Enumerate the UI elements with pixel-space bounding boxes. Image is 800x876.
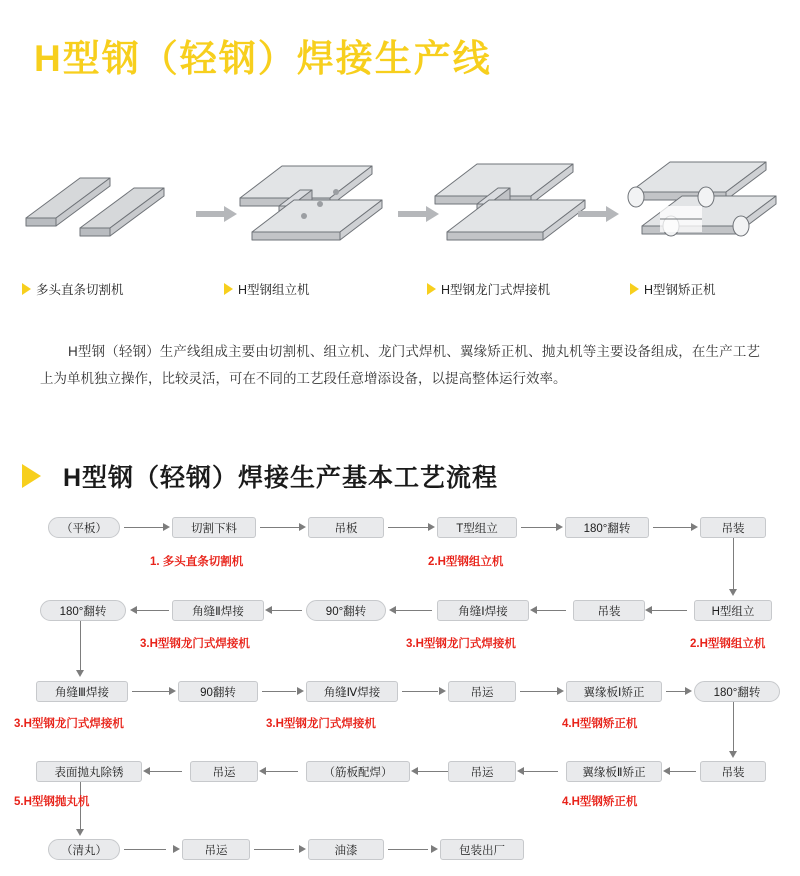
stage-caption-1 — [22, 280, 124, 298]
flow-node: 吊装 — [700, 517, 766, 538]
flow-node: 翼缘板Ⅰ矫正 — [566, 681, 662, 702]
flow-node: 180°翻转 — [40, 600, 126, 621]
flow-node: （清丸） — [48, 839, 120, 860]
arrow-right-icon — [163, 523, 170, 531]
flow-connector — [653, 527, 692, 528]
stage-caption-4-label: H型钢矫正机 — [644, 283, 716, 297]
arrow-right-icon — [299, 845, 306, 853]
arrow-right-icon — [297, 687, 304, 695]
flow-node: 表面抛丸除锈 — [36, 761, 142, 782]
flow-note: 3.H型钢龙门式焊接机 — [140, 638, 250, 650]
flow-connector — [262, 691, 296, 692]
flow-connector — [521, 527, 557, 528]
flow-node: 吊运 — [190, 761, 258, 782]
arrow-down-icon — [76, 670, 84, 677]
flow-node: 90翻转 — [178, 681, 258, 702]
flow-node: 包装出厂 — [440, 839, 524, 860]
flow-connector — [524, 771, 558, 772]
flow-node: 吊运 — [448, 761, 516, 782]
arrow-left-icon — [143, 767, 150, 775]
flow-node: 角缝Ⅱ焊接 — [172, 600, 264, 621]
section-heading-label: H型钢（轻钢）焊接生产基本工艺流程 — [63, 464, 499, 492]
flow-node: 角缝Ⅲ焊接 — [36, 681, 128, 702]
flow-connector — [418, 771, 448, 772]
flow-connector — [733, 538, 734, 590]
flow-connector — [537, 610, 566, 611]
flow-connector — [80, 621, 81, 671]
arrow-left-icon — [411, 767, 418, 775]
section-heading — [22, 458, 498, 494]
flow-node: 吊运 — [448, 681, 516, 702]
flow-node: H型组立 — [694, 600, 772, 621]
stage-caption-1-label: 多头直条切割机 — [36, 283, 124, 297]
flow-node: 吊装 — [573, 600, 645, 621]
arrow-right-icon — [685, 687, 692, 695]
flow-connector — [124, 849, 166, 850]
flow-note: 3.H型钢龙门式焊接机 — [14, 718, 124, 730]
stage-caption-3 — [427, 280, 550, 298]
flow-node: 翼缘板Ⅱ矫正 — [566, 761, 662, 782]
flow-connector — [652, 610, 687, 611]
process-illustration — [0, 140, 800, 305]
flow-connector — [150, 771, 182, 772]
flow-node: （平板） — [48, 517, 120, 538]
flow-node: 吊装 — [700, 761, 766, 782]
flow-connector — [402, 691, 438, 692]
flow-connector — [670, 771, 696, 772]
arrow-left-icon — [663, 767, 670, 775]
flow-connector — [520, 691, 558, 692]
arrow-right-icon — [556, 523, 563, 531]
arrow-left-icon — [645, 606, 652, 614]
steel-plates-icon — [18, 140, 193, 255]
arrow-right-icon — [557, 687, 564, 695]
flow-node: 角缝Ⅳ焊接 — [306, 681, 398, 702]
arrow-left-icon — [517, 767, 524, 775]
arrow-down-icon — [76, 829, 84, 836]
flow-connector — [396, 610, 432, 611]
h-beam-welded-icon — [425, 140, 600, 255]
arrow-right-icon — [439, 687, 446, 695]
flow-node: 切割下料 — [172, 517, 256, 538]
h-beam-assembly-icon — [222, 140, 397, 255]
stage-caption-4 — [630, 280, 716, 298]
flow-node: 吊运 — [182, 839, 250, 860]
arrow-left-icon — [389, 606, 396, 614]
triangle-marker-icon — [224, 283, 233, 295]
flow-note: 3.H型钢龙门式焊接机 — [406, 638, 516, 650]
flow-connector — [272, 610, 302, 611]
flow-connector — [137, 610, 169, 611]
arrow-right-icon — [431, 845, 438, 853]
flow-connector — [266, 771, 298, 772]
flow-connector — [132, 691, 170, 692]
arrow-left-icon — [130, 606, 137, 614]
arrow-right-icon — [578, 205, 620, 223]
arrow-left-icon — [530, 606, 537, 614]
h-beam-straightening-icon — [616, 140, 791, 255]
arrow-right-icon — [691, 523, 698, 531]
flow-node: T型组立 — [437, 517, 517, 538]
arrow-left-icon — [265, 606, 272, 614]
arrow-right-icon — [428, 523, 435, 531]
arrow-right-icon — [173, 845, 180, 853]
triangle-marker-icon — [22, 464, 41, 488]
flow-node: 180°翻转 — [565, 517, 649, 538]
stage-caption-3-label: H型钢龙门式焊接机 — [441, 283, 551, 297]
triangle-marker-icon — [630, 283, 639, 295]
page-title: H型钢（轻钢）焊接生产线 — [34, 38, 492, 79]
flow-connector — [260, 527, 300, 528]
flow-connector — [254, 849, 294, 850]
flow-note: 2.H型钢组立机 — [690, 638, 766, 650]
arrow-left-icon — [259, 767, 266, 775]
flow-note: 3.H型钢龙门式焊接机 — [266, 718, 376, 730]
flow-connector — [388, 527, 429, 528]
triangle-marker-icon — [22, 283, 31, 295]
flow-node: 90°翻转 — [306, 600, 386, 621]
arrow-down-icon — [729, 751, 737, 758]
flow-node: 吊板 — [308, 517, 384, 538]
stage-caption-2-label: H型钢组立机 — [238, 283, 310, 297]
triangle-marker-icon — [427, 283, 436, 295]
flow-connector — [124, 527, 164, 528]
flow-note: 1. 多头直条切割机 — [150, 556, 244, 568]
flow-note: 5.H型钢抛丸机 — [14, 796, 90, 808]
arrow-right-icon — [299, 523, 306, 531]
arrow-right-icon — [169, 687, 176, 695]
stage-caption-2 — [224, 280, 310, 298]
arrow-down-icon — [729, 589, 737, 596]
flow-note: 4.H型钢矫正机 — [562, 718, 638, 730]
flow-node: 油漆 — [308, 839, 384, 860]
flow-connector — [666, 691, 686, 692]
intro-paragraph: H型钢（轻钢）生产线组成主要由切割机、组立机、龙门式焊机、翼缘矫正机、抛丸机等主要设备组成，在生产工艺上为单机独立操作，比较灵活，可在不同的工艺段任意增添设备，以提高整体运行效率。 — [40, 344, 760, 386]
flow-note: 4.H型钢矫正机 — [562, 796, 638, 808]
flow-connector — [388, 849, 428, 850]
flow-connector — [733, 702, 734, 752]
flow-node: （筋板配焊） — [306, 761, 410, 782]
process-flow-chart — [0, 505, 800, 875]
flow-node: 180°翻转 — [694, 681, 780, 702]
flow-node: 角缝Ⅰ焊接 — [437, 600, 529, 621]
flow-note: 2.H型钢组立机 — [428, 556, 504, 568]
